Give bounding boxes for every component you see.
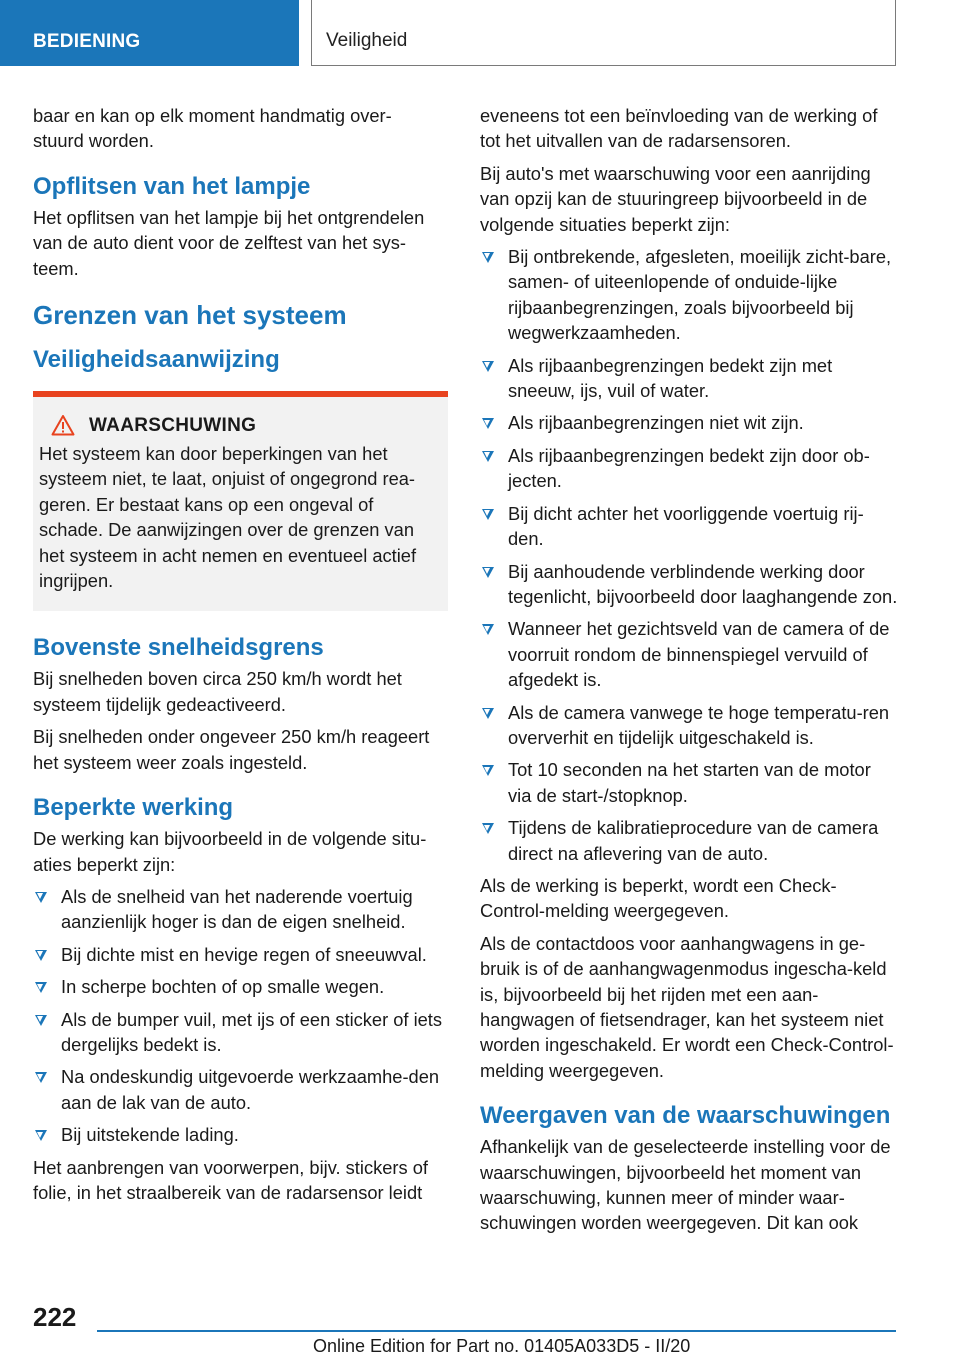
heading-limited-function: Beperkte werking [33, 794, 234, 822]
heading-speed-limit: Bovenste snelheidsgrens [33, 634, 324, 662]
list-item: Als rijbaanbegrenzingen bedekt zijn met sneeuw, ijs, vuil of water. [480, 353, 898, 404]
heading-safety-note: Veiligheidsaanwijzing [33, 346, 280, 374]
triangle-bullet-icon [482, 252, 494, 263]
warning-triangle-icon [39, 413, 83, 439]
topic-title: Veiligheid [326, 30, 408, 51]
list-item: Bij aanhoudende verblindende werking door tegenlicht, bijvoorbeeld door laaghangende zon. [480, 559, 898, 610]
paragraph-steering: Bij auto's met waarschuwing voor een aanrijding van opzij kan de stuuringreep bijvoorbeeld in de volgende situaties beperkt zijn: [480, 162, 871, 235]
triangle-bullet-icon [482, 509, 494, 520]
triangle-bullet-icon [482, 451, 494, 462]
warning-header [39, 413, 438, 439]
list-item: In scherpe bochten of op smalle wegen. [33, 974, 448, 999]
list-item: Bij dichte mist en hevige regen of sneeuwval. [33, 942, 448, 967]
triangle-bullet-icon [35, 1130, 47, 1141]
left-column [33, 103, 448, 1212]
triangle-bullet-icon [482, 708, 494, 719]
list-item: Wanneer het gezichtsveld van de camera of de voorruit rondom de binnenspiegel vervuild of afgedekt is. [480, 616, 898, 692]
triangle-bullet-icon [482, 823, 494, 834]
paragraph-speed-2: Bij snelheden onder ongeveer 250 km/h reageert het systeem weer zoals ingesteld. [33, 726, 430, 773]
paragraph-check-control: Als de werking is beperkt, wordt een Check-Control-melding weergegeven. [480, 874, 837, 922]
paragraph-continued: eveneens tot een beïnvloeding van de werking of tot het uitvallen van de radarsensoren. [480, 105, 878, 152]
paragraph-trailer: Als de contactdoos voor aanhangwagens in ge-bruik is of de aanhangwagenmodus ingescha-keld is, bijvoorbeeld bij het rijden met een aan-hangwagen of fietsendrager, kan het systeem niet worden ingeschakeld. Er wordt een Check-Control-melding weergegeven. [480, 932, 894, 1081]
footer-edition: Online Edition for Part no. 01405A033D5 - II/20 [313, 1336, 691, 1356]
list-item: Als de bumper vuil, met ijs of een sticker of iets dergelijks bedekt is. [33, 1007, 448, 1058]
paragraph-limited: De werking kan bijvoorbeeld in de volgende situ-aties beperkt zijn: [33, 828, 427, 875]
heading-warning-displays: Weergaven van de waarschuwingen [480, 1102, 891, 1130]
triangle-bullet-icon [35, 950, 47, 961]
triangle-bullet-icon [482, 418, 494, 429]
triangle-bullet-icon [482, 567, 494, 578]
triangle-bullet-icon [482, 361, 494, 372]
paragraph-flash: Het opflitsen van het lampje bij het ontgrendelen van de auto dient voor de zelftest van het sys-teem. [33, 206, 425, 279]
paragraph-speed-1: Bij snelheden boven circa 250 km/h wordt het systeem tijdelijk gedeactiveerd. [33, 668, 402, 715]
list-item: Als rijbaanbegrenzingen bedekt zijn door ob-jecten. [480, 443, 898, 494]
paragraph-stickers: Het aanbrengen van voorwerpen, bijv. stickers of folie, in het straalbereik van de radarsensor leidt [33, 1156, 428, 1203]
triangle-bullet-icon [482, 624, 494, 635]
triangle-bullet-icon [482, 765, 494, 776]
triangle-bullet-icon [35, 892, 47, 903]
heading-flash: Opflitsen van het lampje [33, 172, 311, 200]
triangle-bullet-icon [35, 1015, 47, 1026]
triangle-bullet-icon [35, 1072, 47, 1083]
list-item: Bij uitstekende lading. [33, 1122, 448, 1147]
list-item: Als de camera vanwege te hoge temperatu-ren oververhit en tijdelijk uitgeschakeld is. [480, 700, 898, 751]
paragraph-displays: Afhankelijk van de geselecteerde instelling voor de waarschuwingen, bijvoorbeeld het moment van waarschuwing, kunnen meer of minder waar-schuwingen worden weergegeven. Dit kan ook [480, 1136, 891, 1234]
warning-text: Het systeem kan door beperkingen van het systeem niet, te laat, onjuist of ongegrond rea-geren. Er bestaat kans op een ongeval of schade. De aanwijzingen over de grenzen van het systeem in acht nemen en eventueel actief ingrijpen. [39, 443, 417, 592]
section-title: BEDIENING [33, 31, 141, 52]
triangle-bullet-icon [35, 982, 47, 993]
right-column [480, 103, 898, 1243]
footer-divider [97, 1330, 896, 1332]
warning-box [33, 391, 448, 611]
paragraph-intro: baar en kan op elk moment handmatig over- stuurd worden. [33, 105, 392, 152]
list-item: Bij dicht achter het voorliggende voertuig rij-den. [480, 501, 898, 552]
limitation-list [33, 884, 448, 1148]
warning-title: WAARSCHUWING [89, 415, 257, 437]
page-number: 222 [33, 1302, 77, 1332]
list-item: Als de snelheid van het naderende voertuig aanzienlijk hoger is dan de eigen snelheid. [33, 884, 448, 935]
section-tab [0, 0, 299, 66]
list-item: Als rijbaanbegrenzingen niet wit zijn. [480, 410, 898, 435]
list-item: Tot 10 seconden na het starten van de motor via de start-/stopknop. [480, 757, 898, 808]
list-item: Bij ontbrekende, afgesleten, moeilijk zicht-bare, samen- of uiteenlopende of onduide-lijke rijbaanbegrenzingen, zoals bijvoorbeeld bij wegwerkzaamheden. [480, 244, 898, 346]
topic-tab [311, 0, 896, 66]
list-item: Na ondeskundig uitgevoerde werkzaamhe-den aan de lak van de auto. [33, 1064, 448, 1115]
list-item: Tijdens de kalibratieprocedure van de camera direct na aflevering van de auto. [480, 815, 898, 866]
steering-limitation-list [480, 244, 898, 866]
heading-system-limits: Grenzen van het systeem [33, 300, 347, 331]
